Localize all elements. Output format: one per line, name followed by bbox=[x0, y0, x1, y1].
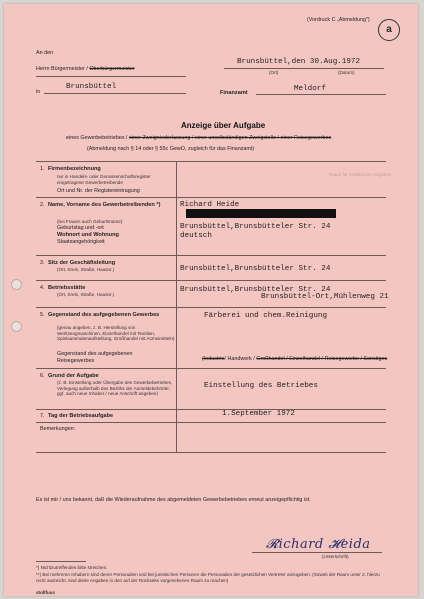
signature: 𝓡ichard 𝓗eida bbox=[266, 537, 371, 552]
punch-hole-bottom bbox=[11, 321, 22, 332]
publisher-imprint: stollfuss bbox=[36, 590, 55, 595]
form-letter-badge: a bbox=[378, 19, 400, 41]
resumption-statement: Es ist mir / uns bekannt, daß die Wiederaufnahme des abgemeldeten Gewerbebetriebes erneut anzeigepflichtig ist. bbox=[36, 497, 311, 503]
form-subtitle-2: (Abmeldung nach § 14 oder § 55c GewO, zugleich für das Finanzamt) bbox=[87, 146, 255, 152]
tax-office-label: Finanzamt bbox=[220, 90, 248, 96]
remarks-label: Bemerkungen: bbox=[40, 426, 76, 432]
addressee-label: Herrn Bürgermeister / Oberbürgermeister bbox=[36, 66, 135, 72]
place-date-value: Brunsbüttel,den 30.Aug.1972 bbox=[237, 58, 361, 66]
closing-date-value: 1.September 1972 bbox=[222, 410, 295, 418]
in-label: in bbox=[36, 89, 41, 95]
back-bleed-text: Raum für zusätzliche Angaben bbox=[329, 172, 392, 177]
trade-value: Färberei und chem.Reinigung bbox=[204, 312, 328, 320]
redaction-bar bbox=[186, 209, 336, 218]
municipality-value: Brunsbüttel bbox=[66, 83, 117, 91]
row-4-label: Betriebsstätte bbox=[48, 285, 86, 291]
form-title: Anzeige über Aufgabe bbox=[181, 121, 266, 130]
tax-office-value: Meldorf bbox=[294, 85, 326, 93]
punch-hole-top bbox=[11, 279, 22, 290]
operating-site-value: Brunsbüttel,Brunsbütteler Str. 24 bbox=[180, 286, 331, 294]
row-2-label: Name, Vorname des Gewerbetreibenden *) bbox=[48, 202, 161, 208]
place-caption: (Ort) bbox=[269, 70, 279, 75]
signature-caption: (Unterschrift) bbox=[322, 554, 349, 559]
address-value: Brunsbüttel,Brunsbütteler Str. 24 bbox=[180, 223, 331, 231]
form-page: (Vordruck C „Abmeldung") a An den Herrn Bürgermeister / Oberbürgermeister in Brunsbüttel Brunsbüttel,den 30.Aug.1972 (Ort) (Datum) Finanzamt Meldorf Anzeige über Aufgabe eines Gewerbebetriebes / einer Zweigniederlassung / einer unselbständigen Zweigstelle / einer Reisegewerbes (Abmeldung nach § 14 oder § 55c GewO, zugleich für das Finanzamt) Raum für zusätzliche Angaben 1. Firmenbezeichnung nur in Handels- oder Genossenschaftsregister eingetragene Gewerbetreibende Ort und Nr. der Registereintragung 2. Name, Vorname des Gewerbetreibenden *) (bei Frauen auch Geburtsname) Geburtstag und -ort Wohnort und Wohnung Staatsangehörigkeit Richard Heide Brunsbüttel,Brunsbütteler Str. 24 deutsch 3. Sitz der Geschäftsleitung (Ort, Kreis, Straße, Hausnr.) Brunsbüttel,Brunsbütteler Str. 24 4. Betriebsstätte (Ort, Kreis, Straße, Hausnr.) Brunsbüttel,Brunsbütteler Str. 24 Brunsbüttel-Ort,Mühlenweg 21 5. Gegenstand des aufgegebenen Gewerbes (genau angeben, z. B. Herstellung von Werkzeugmaschinen, Einzelhandel mit Textilien, Spielautomatenaufstellung, Großhandel mit Arzneimitteln) Gegenstand des aufgegebenen Reisegewerbes Färberei und chem.Reinigung (Industrie/ Handwerk / Großhandel / Einzelhandel / Reisegewerbe / Sonstiges 6. Grund der Aufgabe (z. B. Einstellung oder Übergabe des Gewerbebetriebes, Verlegung außerhalb des Bezirks der Anmeldebehörde; ggf. auch neue Inhaber / neue Anschrift angeben) Einstellung des Betriebes 7. Tag der Betriebsaufgabe 1.September 1972 Bemerkungen: Es ist mir / uns bekannt, daß die Wiederaufnahme des abgemeldeten Gewerbebetriebes erneut anzeigepflichtig ist. 𝓡ichard 𝓗eida (Unterschrift) *) Nichtzutreffendes bitte streichen. **) Bei mehreren Inhabern sind deren Personalien und bei juristischen Personen die Personalien der gesetzlichen Vertreter anzugeben. (Soweit der Raum unter 2. hierzu nicht ausreicht, sind diese Angaben in den auf der Rückseite vorgesehenen Raum zu machen) stollfuss bbox=[4, 4, 418, 596]
an-den-label: An den bbox=[36, 50, 54, 56]
operating-site-value-2: Brunsbüttel-Ort,Mühlenweg 21 bbox=[261, 293, 389, 301]
footnote-2: **) Bei mehreren Inhabern sind deren Personalien und bei juristischen Personen die Personalien der gesetzlichen Vertreter anzugeben. (Soweit der Raum unter 2. hierzu nicht ausreicht, sind diese Angaben in den auf der Rückseite vorgesehenen Raum zu machen) bbox=[36, 572, 380, 583]
reason-value: Einstellung des Betriebes bbox=[204, 382, 318, 390]
business-address-value: Brunsbüttel,Brunsbütteler Str. 24 bbox=[180, 265, 331, 273]
footnote-1: *) Nichtzutreffendes bitte streichen. bbox=[36, 565, 108, 570]
date-caption: (Datum) bbox=[338, 70, 355, 75]
row-3-label: Sitz der Geschäftsleitung bbox=[48, 260, 116, 266]
nationality-value: deutsch bbox=[180, 232, 212, 240]
name-value: Richard Heide bbox=[180, 201, 240, 209]
form-subtitle: eines Gewerbebetriebes / einer Zweigniederlassung / einer unselbständigen Zweigstelle / einer Reisegewerbes bbox=[66, 135, 332, 141]
form-variant: (Vordruck C „Abmeldung") bbox=[307, 17, 370, 23]
trade-type-options: (Industrie/ Handwerk / Großhandel / Einzelhandel / Reisegewerbe / Sonstiges bbox=[202, 356, 388, 362]
row-6-label: Grund der Aufgabe bbox=[48, 373, 99, 379]
row-5-label: Gegenstand des aufgegebenen Gewerbes bbox=[48, 312, 160, 318]
row-1-label: Firmenbezeichnung bbox=[48, 166, 101, 172]
row-7-label: Tag der Betriebsaufgabe bbox=[48, 413, 114, 419]
